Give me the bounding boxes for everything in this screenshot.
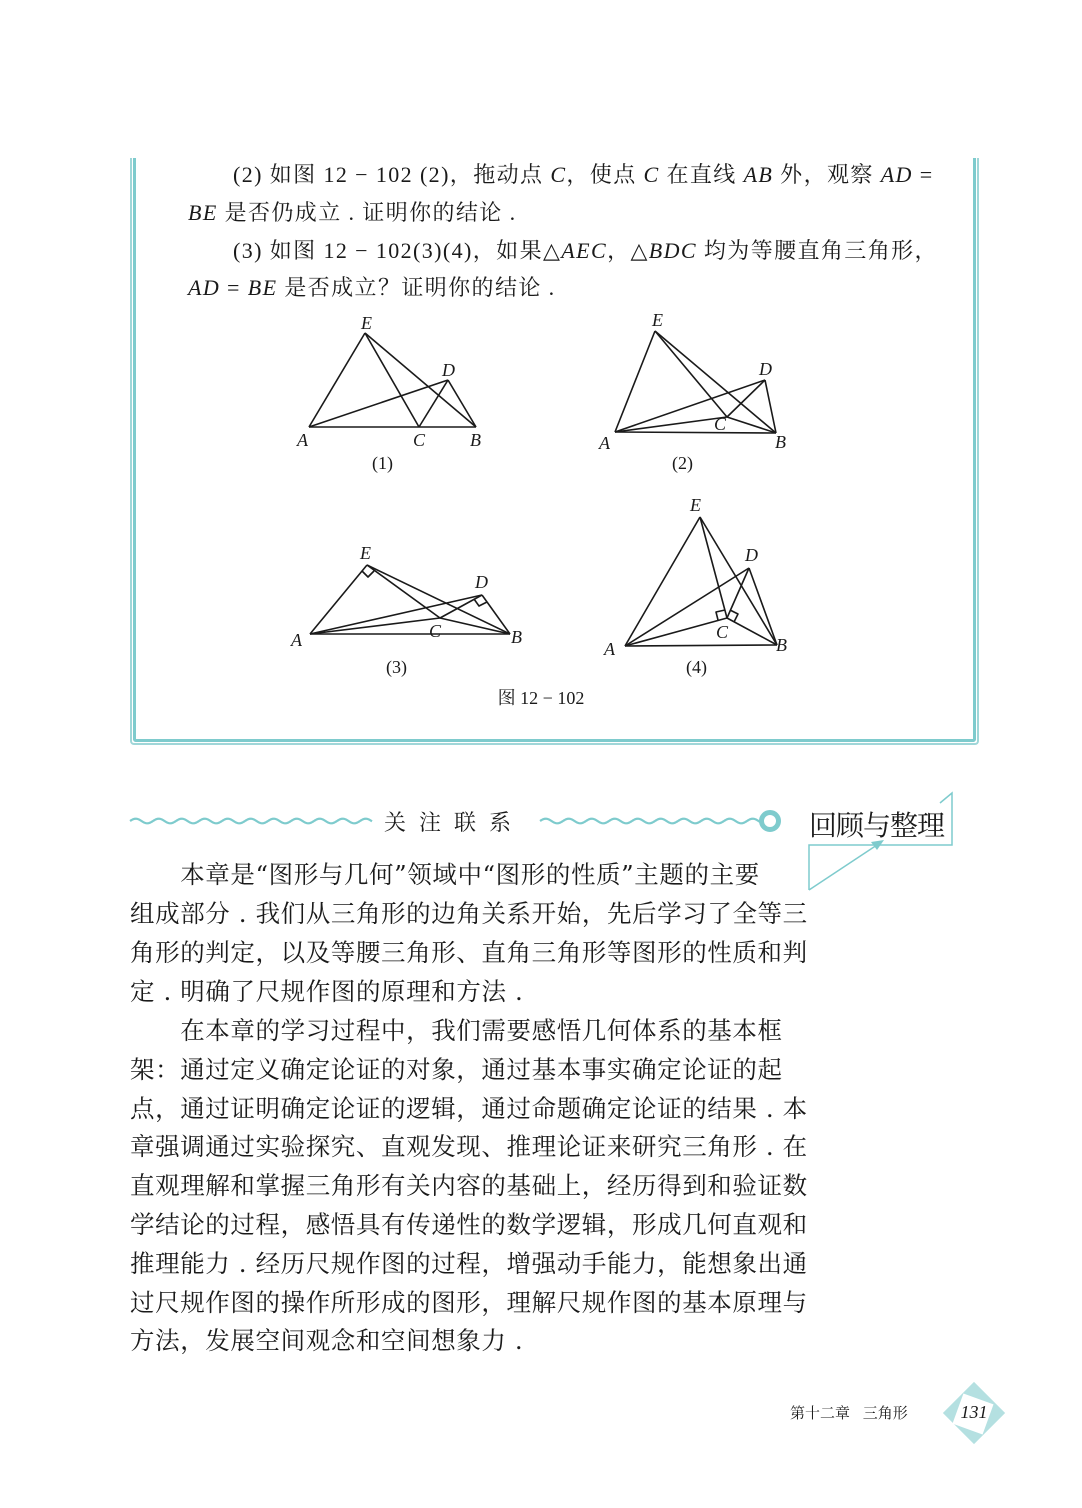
segment-EB bbox=[700, 517, 777, 645]
segment-label: BE bbox=[247, 275, 278, 300]
ring-bullet-icon bbox=[762, 813, 779, 830]
text: = bbox=[912, 162, 934, 187]
segment-EC bbox=[365, 333, 419, 427]
fig4-label-B: B bbox=[776, 635, 787, 655]
fig4-label-A: A bbox=[604, 639, 615, 659]
segment-EC bbox=[700, 517, 727, 618]
fig1-label-E: E bbox=[361, 313, 372, 333]
segment-label: AD bbox=[188, 275, 221, 300]
segment-AE bbox=[309, 333, 365, 427]
fig3-caption: (3) bbox=[386, 657, 407, 677]
footer-chapter-title: 第十二章 三角形 bbox=[790, 1404, 908, 1422]
segment-CD bbox=[440, 595, 482, 618]
segment-EC bbox=[367, 565, 440, 618]
fig3-label-B: B bbox=[511, 627, 522, 647]
fig2-label-A: A bbox=[599, 433, 610, 453]
text: (3) 如图 12 − 102(3)(4)，如果△ bbox=[233, 238, 562, 263]
segment-CB bbox=[727, 417, 776, 433]
segment-AB bbox=[625, 645, 777, 646]
paragraph-line: 本章是“图形与几何”领域中“图形的性质”主题的主要 bbox=[130, 860, 760, 889]
text: ，△ bbox=[607, 238, 649, 263]
fig3-label-D: D bbox=[475, 572, 488, 592]
fig3-label-C: C bbox=[429, 621, 442, 641]
fig1-label-C: C bbox=[413, 430, 426, 450]
arrow-shaft bbox=[809, 843, 880, 890]
review-title: 回顾与整理 bbox=[809, 809, 945, 842]
segment-AE bbox=[625, 517, 700, 646]
segment-AD bbox=[309, 380, 448, 427]
fig1-label-A: A bbox=[297, 430, 308, 450]
triangle-label: AEC bbox=[561, 238, 608, 263]
segment-AD bbox=[625, 568, 749, 646]
fig3-label-E: E bbox=[360, 543, 371, 563]
fig2-label-C: C bbox=[714, 414, 727, 434]
fig2-label-D: D bbox=[759, 359, 772, 379]
fig1-caption: (1) bbox=[372, 453, 393, 473]
paragraph-line: 直观理解和掌握三角形有关内容的基础上，经历得到和验证数 bbox=[130, 1171, 808, 1200]
segment-AB bbox=[615, 432, 776, 433]
section-title: 关注联系 bbox=[384, 811, 525, 836]
paragraph-line: 方法，发展空间观念和空间想象力 . bbox=[130, 1326, 524, 1355]
text: 是否仍成立 . 证明你的结论 . bbox=[217, 200, 517, 225]
text: 是否成立？证明你的结论 . bbox=[277, 275, 556, 300]
page-number: 131 bbox=[960, 1402, 988, 1422]
paragraph-line: 定 . 明确了尺规作图的原理和方法 . bbox=[130, 977, 524, 1006]
paragraph-line: 推理能力 . 经历尺规作图的过程，增强动手能力，能想象出通 bbox=[130, 1249, 808, 1278]
point-label: C bbox=[550, 162, 567, 187]
right-angle-mark-E bbox=[362, 571, 374, 577]
segment-label: AD bbox=[880, 162, 913, 187]
segment-AC bbox=[625, 618, 727, 646]
fig4-label-D: D bbox=[745, 545, 758, 565]
fig2-caption: (2) bbox=[672, 453, 693, 473]
segment-AD bbox=[310, 595, 482, 634]
fig1-label-D: D bbox=[442, 360, 455, 380]
fig2-label-E: E bbox=[652, 310, 663, 330]
subfigure-2-lines bbox=[615, 331, 776, 433]
text: 在直线 bbox=[659, 162, 744, 187]
paragraph-line: 点，通过证明确定论证的逻辑，通过命题确定论证的结果 . 本 bbox=[130, 1094, 808, 1123]
fig4-label-E: E bbox=[690, 495, 701, 515]
text: = bbox=[220, 275, 248, 300]
paragraph-line: 在本章的学习过程中，我们需要感悟几何体系的基本框 bbox=[130, 1016, 783, 1045]
paragraph-line: 架：通过定义确定论证的对象，通过基本事实确定论证的起 bbox=[130, 1055, 783, 1084]
segment-EB bbox=[365, 333, 476, 427]
segment-AC bbox=[310, 618, 440, 634]
segment-AD bbox=[615, 380, 765, 432]
segment-CD bbox=[419, 380, 448, 427]
segment-AE bbox=[615, 331, 655, 432]
point-label: C bbox=[643, 162, 660, 187]
wavy-divider-right bbox=[540, 819, 760, 824]
fig3-label-A: A bbox=[291, 630, 302, 650]
text: 均为等腰直角三角形， bbox=[697, 238, 938, 263]
paragraph-line: 角形的判定，以及等腰三角形、直角三角形等图形的性质和判 bbox=[130, 938, 808, 967]
triangle-label: BDC bbox=[648, 238, 697, 263]
text: 外，观察 bbox=[773, 162, 881, 187]
segment-EC bbox=[655, 331, 727, 417]
paragraph-line: 学结论的过程，感悟具有传递性的数学逻辑，形成几何直观和 bbox=[130, 1210, 808, 1239]
text: (2) 如图 12 − 102 (2)，拖动点 bbox=[233, 162, 551, 187]
text: ，使点 bbox=[566, 162, 644, 187]
fig4-label-C: C bbox=[716, 622, 729, 642]
paragraph-line: 过尺规作图的操作所形成的图形，理解尺规作图的基本原理与 bbox=[130, 1288, 808, 1317]
fig1-label-B: B bbox=[470, 430, 481, 450]
segment-CD bbox=[727, 380, 765, 417]
fig4-caption: (4) bbox=[686, 657, 707, 677]
paragraph-line: 章强调通过实验探究、直观发现、推理论证来研究三角形 . 在 bbox=[130, 1132, 808, 1161]
fig2-label-B: B bbox=[775, 432, 786, 452]
paragraph-line: 组成部分 . 我们从三角形的边角关系开始，先后学习了全等三 bbox=[130, 899, 808, 928]
segment-AC bbox=[615, 417, 727, 432]
segment-DB bbox=[448, 380, 476, 427]
subfigure-4-lines bbox=[625, 517, 777, 646]
figure-caption: 图 12 − 102 bbox=[497, 688, 585, 708]
segment-label: AB bbox=[743, 162, 774, 187]
wavy-divider-left bbox=[130, 819, 372, 824]
segment-label: BE bbox=[188, 200, 218, 225]
